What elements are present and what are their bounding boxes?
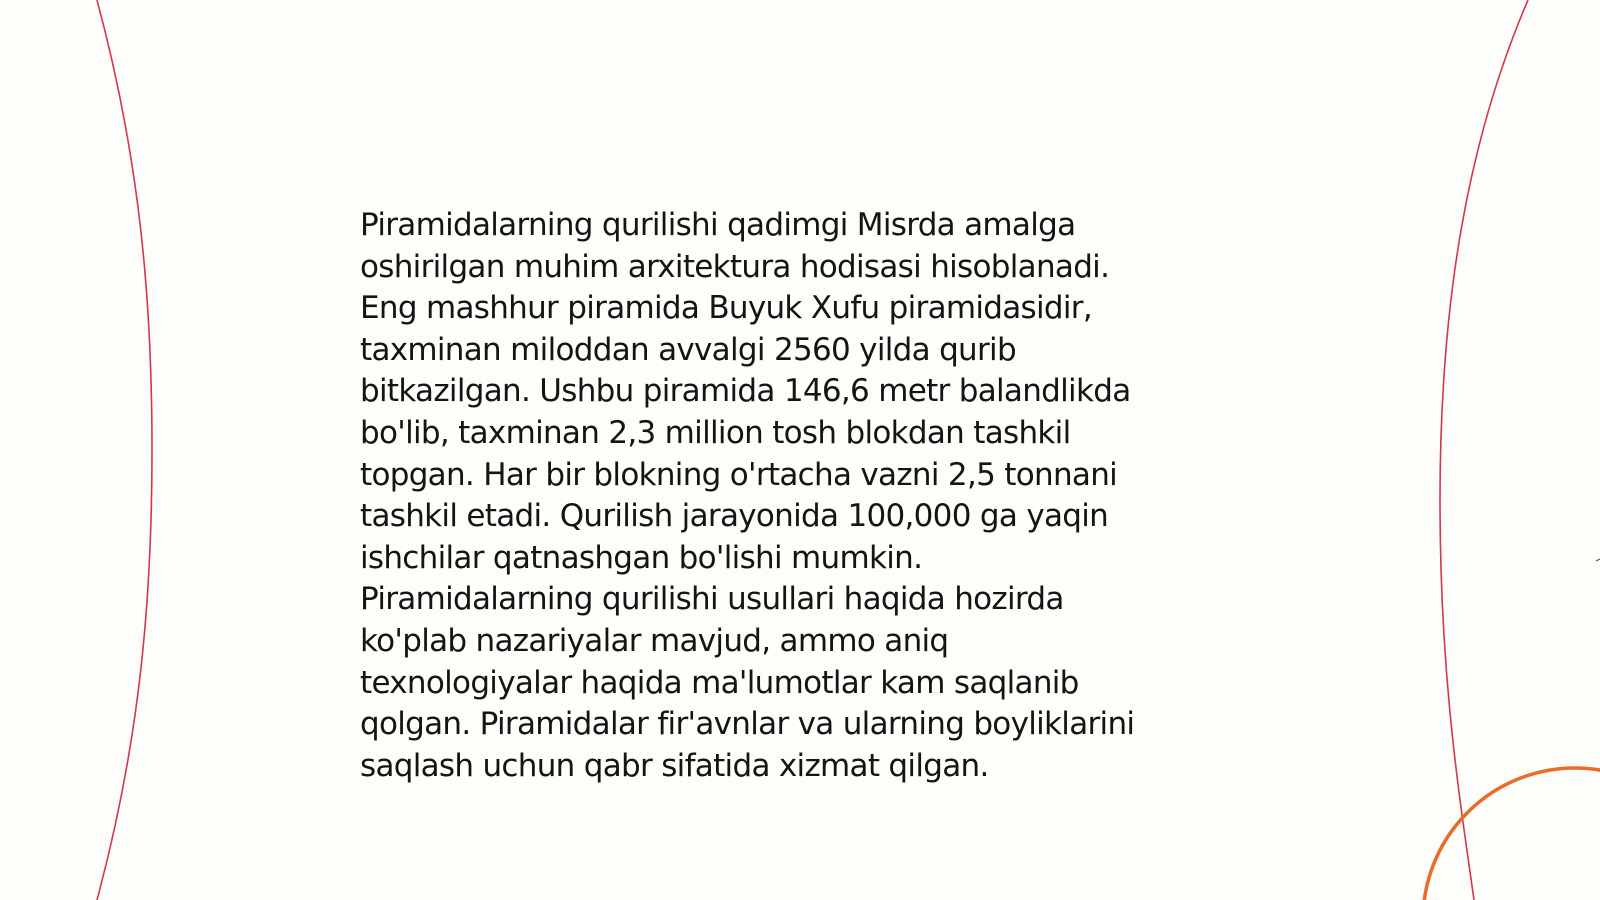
left-curve-line	[97, 0, 152, 900]
right-curve-line	[1440, 0, 1528, 900]
right-edge-tick	[1596, 559, 1600, 561]
slide-body-text: Piramidalarning qurilishi qadimgi Misrda amalga oshirilgan muhim arxitektura hodisasi hisoblanadi. Eng mashhur piramida Buyuk Xufu piramidasidir, taxminan miloddan avvalgi 2560 yilda qurib bitkazilgan. Ushbu piramida 146,6 metr balandlikda bo'lib, taxminan 2,3 million tosh blokdan tashkil topgan. Har bir blokning o'rtacha vazni 2,5 tonnani tashkil etadi. Qurilish jarayonida 100,000 ga yaqin ishchilar qatnashgan bo'lishi mumkin. Piramidalarning qurilishi usullari haqida hozirda ko'plab nazariyalar mavjud, ammo aniq texnologiyalar haqida ma'lumotlar kam saqlanib qolgan. Piramidalar fir'avnlar va ularning boyliklarini saqlash uchun qabr sifatida xizmat qilgan.	[360, 207, 1135, 784]
orange-arc	[1423, 768, 1600, 900]
